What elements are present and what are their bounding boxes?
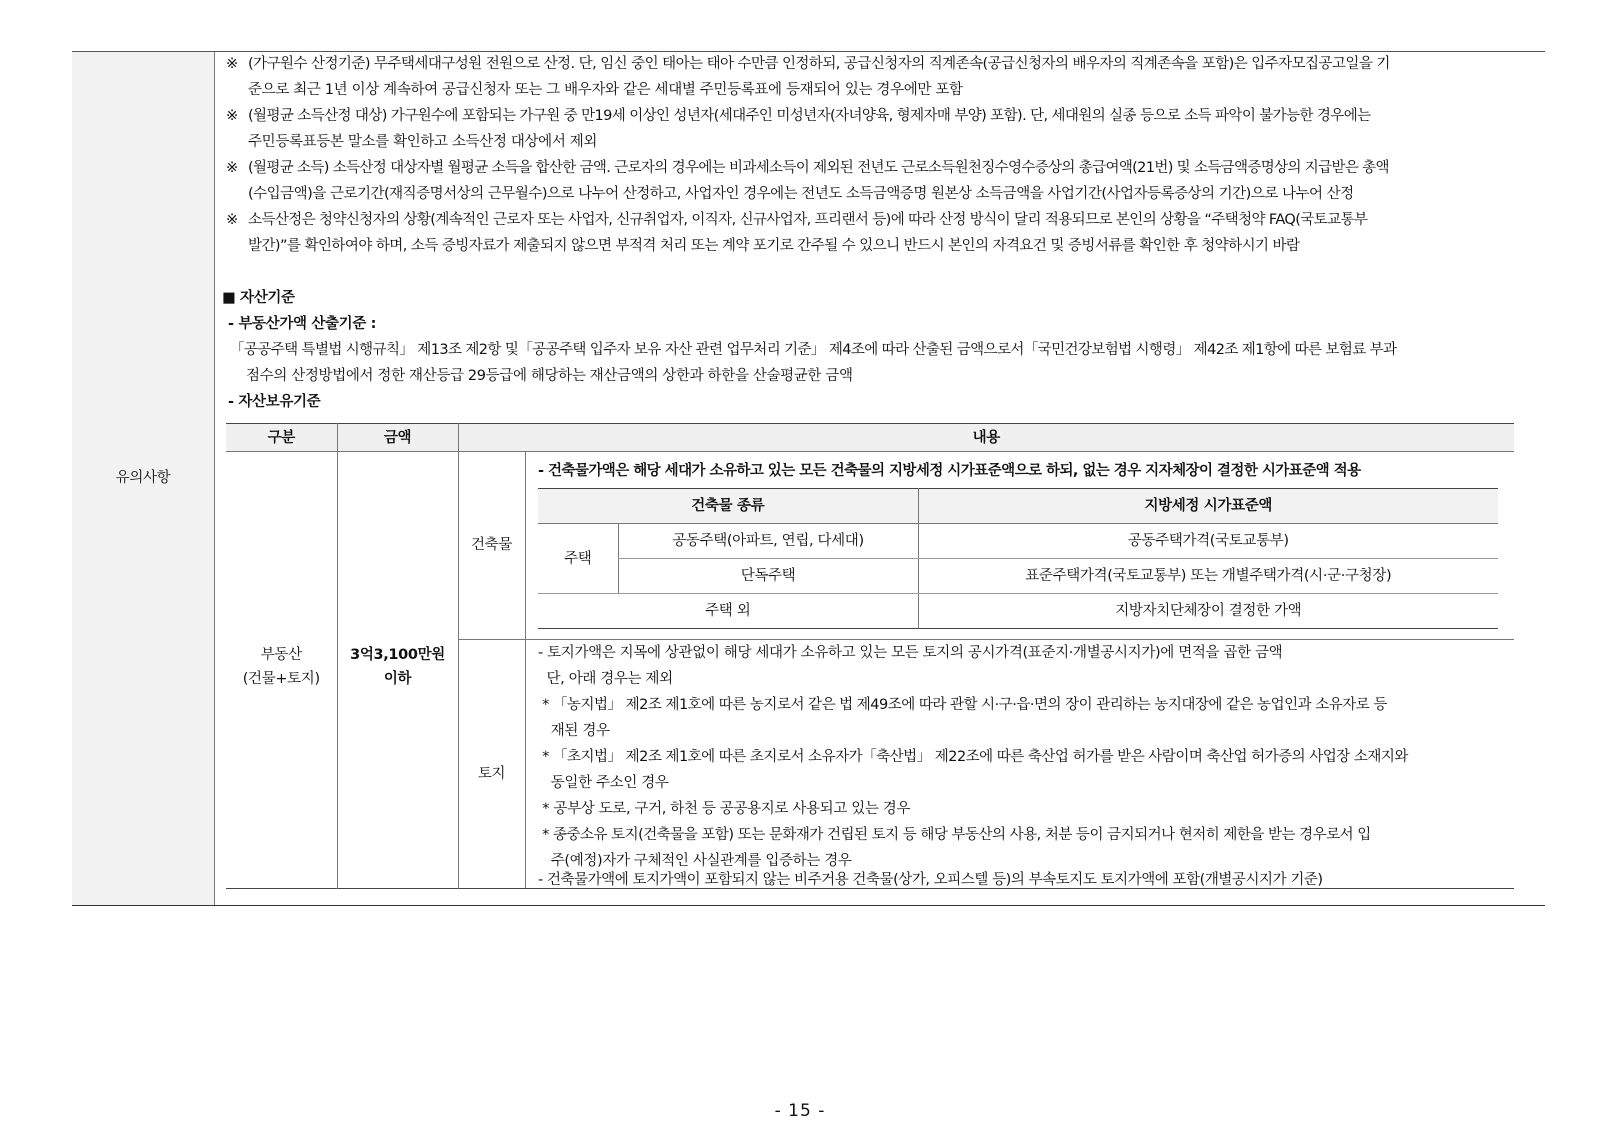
real-estate-calc-title: - 부동산가액 산출기준 :	[228, 316, 377, 332]
land-line: * 종중소유 토지(건축물을 포함) 또는 문화재가 건립된 토지 등 해당 부동산의 사용, 처분 등이 금지되거나 현저히 제한을 받는 경우로서 입	[538, 827, 1371, 843]
building-type-row	[538, 524, 1498, 559]
building-label: 건축물	[471, 537, 512, 553]
building-type-header	[538, 489, 1498, 524]
land-line: - 건축물가액에 토지가액이 포함되지 않는 비주거용 건축물(상가, 오피스텔 등)의 부속토지도 토지가액에 포함(개별공시지가 기준)	[538, 872, 1323, 888]
note-1-line-2: 준으로 최근 1년 이상 계속하여 공급신청자 또는 그 배우자와 같은 세대별 주민등록표에 등재되어 있는 경우에만 포함	[248, 82, 963, 98]
note-3-line-2: (수입금액)을 근로기간(재직증명서상의 근무월수)으로 나누어 산정하고, 사업자인 경우에는 전년도 소득금액증명 원본상 소득금액을 사업기간(사업자등록증상의 기간)으로 나누어 산정	[248, 186, 1354, 202]
real-estate-calc-line-2: 점수의 산정방법에서 정한 재산등급 29등급에 해당하는 재산금액의 상한과 하한을 산술평균한 금액	[246, 368, 853, 384]
building-land-divider	[458, 639, 1514, 640]
asset-table-header	[226, 424, 1514, 452]
note-4-line-2: 발간)”를 확인하여야 하며, 소득 증빙자료가 제출되지 않으면 부적격 처리 또는 계약 포기로 간주될 수 있으니 반드시 본인의 자격요건 및 증빙서류를 확인한 후 청약하시기 바람	[248, 238, 1300, 254]
building-value: 공동주택가격(국토교통부)	[918, 524, 1498, 559]
header-category: 구분	[226, 424, 337, 452]
building-type: 주택 외	[705, 603, 751, 619]
note-1-line-1: ※ (가구원수 산정기준) 무주택세대구성원 전원으로 산정. 단, 임신 중인 태아는 태아 수만큼 인정하되, 공급신청자의 직계존속(공급신청자의 배우자의 직계존속을 포함)은 입주자모집공고일을 기	[226, 56, 1390, 72]
category-line-1: 부동산	[260, 647, 302, 663]
housing-label: 주택	[538, 524, 618, 594]
amount-line-2: 이하	[383, 671, 412, 687]
section-label: 유의사항	[115, 470, 171, 486]
page-number: - 15 -	[774, 1101, 826, 1121]
land-line: 주(예정)자가 구체적인 사실관계를 입증하는 경우	[538, 853, 852, 869]
land-line: 단, 아래 경우는 제외	[538, 671, 673, 687]
real-estate-calc-line-1: 「공공주택 특별법 시행규칙」 제13조 제2항 및「공공주택 입주자 보유 자산 관련 업무처리 기준」 제4조에 따라 산출된 금액으로서「국민건강보험법 시행령」 제42조 제1항에 따른 보험료 부과	[230, 342, 1397, 358]
land-line: * 「초지법」 제2조 제1호에 따른 초지로서 소유자가「축산법」 제22조에 따른 축산업 허가를 받은 사람이며 축산업 허가증의 사업장 소재지와	[538, 749, 1408, 765]
land-line: * 「농지법」 제2조 제1호에 따른 농지로서 같은 법 제49조에 따라 관할 시·구·읍·면의 장이 관리하는 농지대장에 같은 농업인과 소유자로 등	[538, 697, 1387, 713]
building-type-row	[538, 559, 1498, 594]
header-amount: 금액	[337, 424, 458, 452]
land-line: - 토지가액은 지목에 상관없이 해당 세대가 소유하고 있는 모든 토지의 공시가격(표준지·개별공시지가)에 면적을 곱한 금액	[538, 645, 1283, 661]
building-title: - 건축물가액은 해당 세대가 소유하고 있는 모든 건축물의 지방세정 시가표준액으로 하되, 없는 경우 지자체장이 결정한 시가표준액 적용	[538, 463, 1361, 479]
building-type: 단독주택	[618, 559, 918, 594]
header-building-type: 건축물 종류	[538, 489, 918, 524]
category-line-2: (건물+토지)	[242, 671, 320, 687]
amount-cell	[337, 452, 458, 889]
section-label-cell	[72, 52, 215, 905]
asset-heading: ■ 자산기준	[222, 290, 295, 306]
building-type: 공동주택(아파트, 연립, 다세대)	[618, 524, 918, 559]
note-4-line-1: ※ 소득산정은 청약신청자의 상황(계속적인 근로자 또는 사업자, 신규취업자, 이직자, 신규사업자, 프리랜서 등)에 따라 산정 방식이 달리 적용되므로 본인의 상황을 “주택청약 FAQ(국토교통부	[226, 212, 1368, 228]
note-2-line-2: 주민등록표등본 말소를 확인하고 소득산정 대상에서 제외	[248, 134, 598, 150]
building-type-table	[538, 488, 1498, 629]
land-line: 동일한 주소인 경우	[538, 775, 669, 791]
note-2-line-1: ※ (월평균 소득산정 대상) 가구원수에 포함되는 가구원 중 만19세 이상인 성년자(세대주인 미성년자(자녀양육, 형제자매 부양) 포함). 단, 세대원의 실종 등으로 소득 파악이 불가능한 경우에는	[226, 108, 1371, 124]
content-divider	[525, 451, 526, 888]
land-line: 재된 경우	[538, 723, 610, 739]
land-line: * 공부상 도로, 구거, 하천 등 공공용지로 사용되고 있는 경우	[538, 801, 911, 817]
land-label: 토지	[477, 766, 506, 782]
header-standard-price: 지방세정 시가표준액	[918, 489, 1498, 524]
building-value: 표준주택가격(국토교통부) 또는 개별주택가격(시·군·구청장)	[918, 559, 1498, 594]
header-content: 내용	[458, 424, 1514, 452]
holding-title: - 자산보유기준	[228, 394, 321, 410]
note-3-line-1: ※ (월평균 소득) 소득산정 대상자별 월평균 소득을 합산한 금액. 근로자의 경우에는 비과세소득이 제외된 전년도 근로소득원천징수영수증상의 총급여액(21번) 및 소득금액증명상의 지급받은 총액	[226, 160, 1389, 176]
building-type-row	[538, 594, 1498, 629]
amount-line-1: 3억3,100만원	[350, 647, 445, 663]
category-cell	[226, 452, 337, 889]
building-value: 지방자치단체장이 결정한 가액	[918, 594, 1498, 629]
